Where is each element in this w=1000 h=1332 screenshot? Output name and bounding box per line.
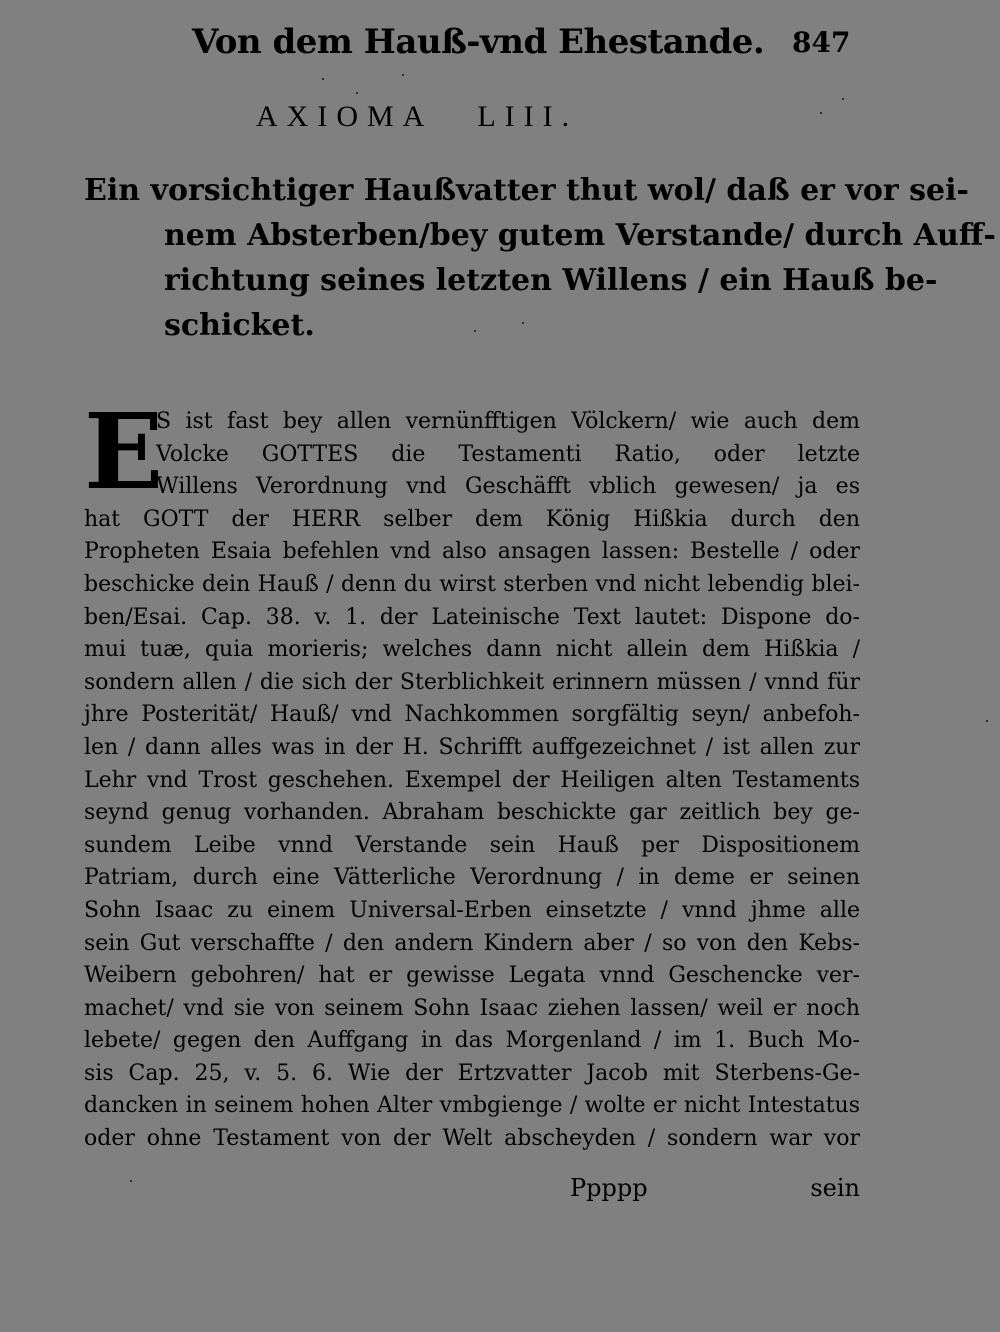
axiom-line: nem Absterben/bey gutem Verstande/ durch Auff- [164,218,996,253]
scan-speck [322,78,324,80]
drop-cap-initial: E [84,390,164,513]
scan-speck [356,92,358,94]
scan-speck [522,322,524,324]
axioma-number: LIII. [477,100,579,133]
body-line: oder ohne Testament von der Welt abscheyden / sondern war vor [84,1126,860,1152]
body-line: beschicke dein Hauß / denn du wirst sterben vnd nicht lebendig blei- [84,571,860,597]
scan-speck [842,98,844,100]
signature-mark: Ppppp [570,1174,648,1202]
body-line: Lehr vnd Trost geschehen. Exempel der Heiligen alten Testaments [84,767,860,793]
body-line: hat GOTT der HERR selber dem König Hißkia durch den [84,506,860,532]
body-paragraph [84,390,860,1156]
body-line: Willens Verordnung vnd Geschäfft vblich gewesen/ ja es [156,474,860,500]
page-footer [84,1170,860,1206]
scan-speck [820,112,822,114]
body-line: Patriam, durch eine Vätterliche Verordnung / in deme er seinen [84,865,860,891]
body-line: Propheten Esaia befehlen vnd also ansagen lassen: Bestelle / oder [84,539,860,565]
body-line: lebete/ gegen den Auffgang in das Morgenland / im 1. Buch Mo- [84,1028,860,1054]
scan-speck [986,720,988,722]
body-line: sis Cap. 25, v. 5. 6. Wie der Ertzvatter Jacob mit Sterbens-Ge- [84,1060,860,1086]
body-line: sundem Leibe vnnd Verstande sein Hauß per Dispositionem [84,832,860,858]
running-title: Von dem Hauß-vnd Ehestande. [192,22,765,62]
scan-speck [402,74,404,76]
body-line: mui tuæ, quia morieris; welches dann nicht allein dem Hißkia / [84,637,860,663]
axiom-line: richtung seines letzten Willens / ein Hauß be- [164,263,938,298]
body-line: jhre Posterität/ Hauß/ vnd Nachkommen sorgfältig seyn/ anbefoh- [84,702,860,728]
body-line: ben/Esai. Cap. 38. v. 1. der Lateinische Text lautet: Dispone do- [84,604,860,630]
scan-speck [474,330,476,332]
body-line: seynd genug vorhanden. Abraham beschickte gar zeitlich bey ge- [84,800,860,826]
body-line: Volcke GOTTES die Testamenti Ratio, oder letzte [156,441,860,467]
axioma-heading [256,100,578,134]
body-line: Sohn Isaac zu einem Universal-Erben einsetzte / vnnd jhme alle [84,897,860,923]
body-line: Weibern gebohren/ hat er gewisse Legata vnnd Geschencke ver- [84,963,860,989]
scan-speck [130,1180,132,1182]
page-number: 847 [792,26,851,59]
body-line: sein Gut verschaffte / den andern Kindern aber / so von den Kebs- [84,930,860,956]
body-line: machet/ vnd sie von seinem Sohn Isaac ziehen lassen/ weil er noch [84,995,860,1021]
axiom-statement [84,168,996,348]
body-line: sondern allen / die sich der Sterblichkeit erinnern müssen / vnnd für [84,669,860,695]
axiom-line: Ein vorsichtiger Haußvatter thut wol/ daß er vor sei- [84,173,969,208]
body-line: dancken in seinem hohen Alter vmbgienge / wolte er nicht Intestatus [84,1093,860,1119]
axioma-label: AXIOMA [256,100,434,133]
body-line: len / dann alles was in der H. Schrifft auffgezeichnet / ist allen zur [84,734,860,760]
catchword: sein [810,1174,860,1202]
body-line: S ist fast bey allen vernünfftigen Völckern/ wie auch dem [156,409,860,434]
axiom-line: schicket. [164,308,315,343]
